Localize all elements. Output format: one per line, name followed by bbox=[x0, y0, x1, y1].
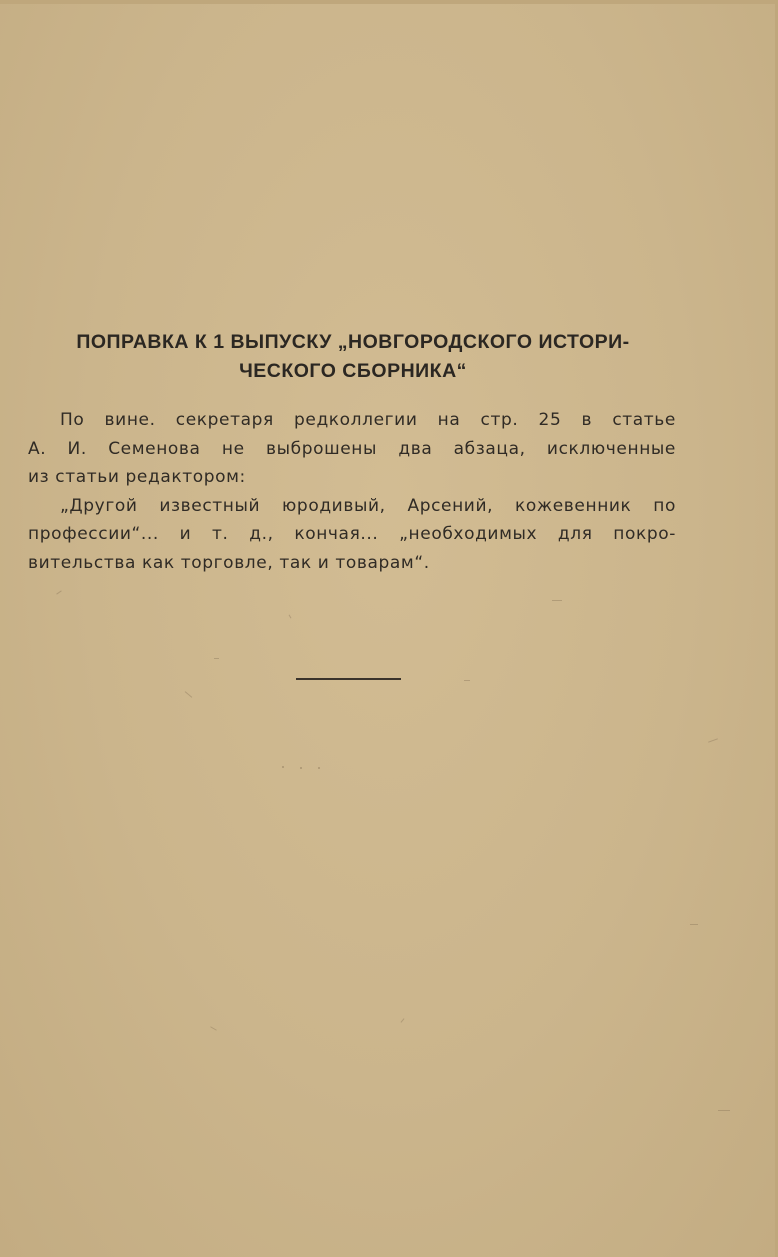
body-line-5: профессии“... и т. д., кончая... „необходимых для покро- bbox=[28, 524, 676, 545]
body-line-3: из статьи редактором: bbox=[28, 467, 246, 488]
paper-speck bbox=[552, 600, 562, 601]
page-edge-top bbox=[0, 0, 778, 4]
paper-speck bbox=[401, 1018, 405, 1022]
paper-speck bbox=[282, 766, 284, 768]
body-line-6: вительства как торговле, так и товарам“. bbox=[28, 552, 430, 573]
paper-speck bbox=[708, 738, 718, 742]
paper-speck bbox=[718, 1110, 730, 1111]
paper-speck bbox=[56, 590, 61, 594]
paper-speck bbox=[289, 615, 292, 619]
paper-speck bbox=[210, 1026, 217, 1030]
paper-speck bbox=[300, 767, 302, 769]
heading-line-2: ЧЕСКОГО СБОРНИКА“ bbox=[239, 360, 467, 382]
correction-heading bbox=[28, 328, 678, 386]
paper-speck bbox=[690, 924, 698, 925]
separator-rule bbox=[296, 678, 401, 680]
paper-speck bbox=[318, 767, 320, 769]
paper-speck bbox=[464, 680, 470, 681]
body-line-1: По вине. секретаря редколлегии на стр. 25 в статье bbox=[60, 410, 676, 430]
correction-paragraph bbox=[28, 406, 676, 578]
heading-line-1: ПОПРАВКА К 1 ВЫПУСКУ „НОВГОРОДСКОГО ИСТОРИ- bbox=[76, 331, 630, 353]
paper-speck bbox=[214, 658, 219, 659]
body-line-2: А. И. Семенова не выброшены два абзаца, исключенные bbox=[28, 438, 676, 459]
body-line-4: „Другой известный юродивый, Арсений, кожевенник по bbox=[60, 495, 676, 516]
paper-speck bbox=[185, 691, 193, 698]
